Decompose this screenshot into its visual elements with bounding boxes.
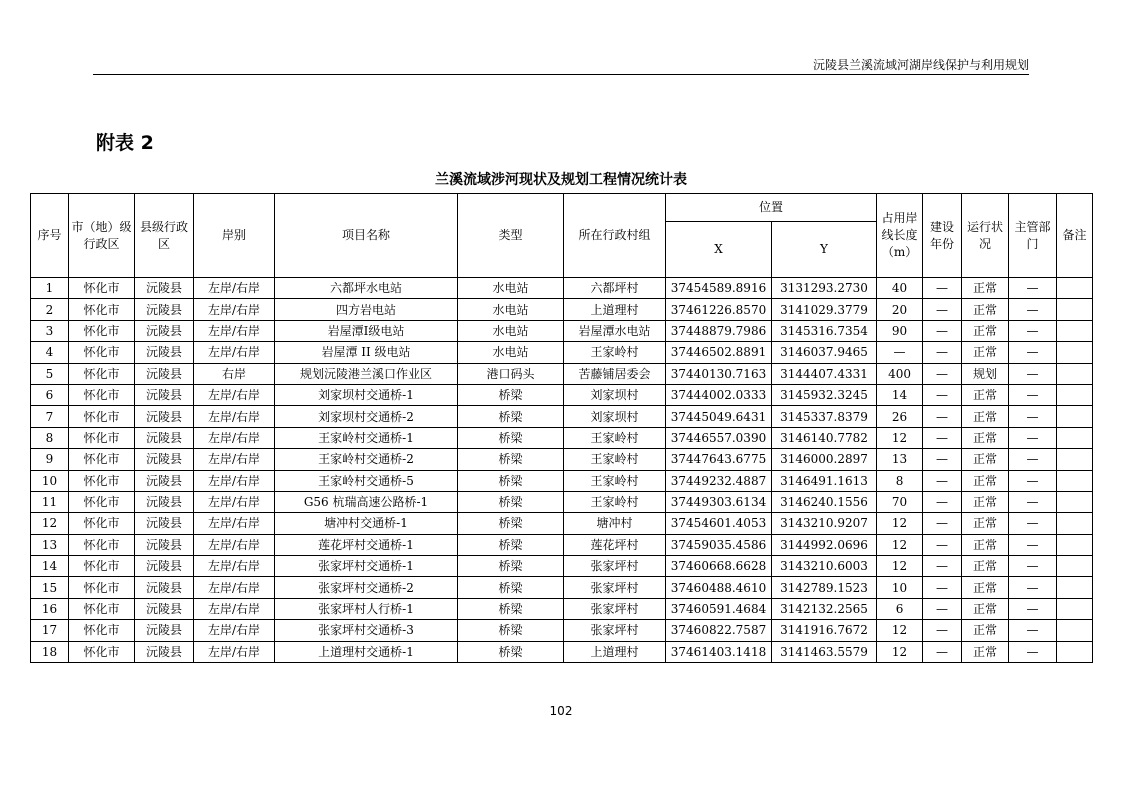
cell-y: 3141463.5579 [772, 641, 877, 662]
cell-remark [1057, 278, 1093, 299]
cell-seq: 14 [31, 556, 69, 577]
cell-y: 3145337.8379 [772, 406, 877, 427]
cell-type: 水电站 [458, 320, 564, 341]
cell-remark [1057, 491, 1093, 512]
cell-x: 37460668.6628 [666, 556, 772, 577]
table-row [31, 384, 1093, 405]
page-number: 102 [549, 704, 573, 718]
cell-dept: — [1009, 363, 1057, 384]
cell-county: 沅陵县 [135, 641, 194, 662]
cell-county: 沅陵县 [135, 427, 194, 448]
table-row [31, 598, 1093, 619]
col-header-x: X [666, 222, 772, 278]
cell-bank: 左岸/右岸 [194, 534, 275, 555]
cell-project: 王家岭村交通桥-2 [275, 449, 458, 470]
cell-remark [1057, 556, 1093, 577]
cell-year: — [923, 406, 962, 427]
cell-year: — [923, 278, 962, 299]
cell-remark [1057, 620, 1093, 641]
cell-type: 桥梁 [458, 620, 564, 641]
cell-city: 怀化市 [69, 384, 135, 405]
cell-seq: 13 [31, 534, 69, 555]
cell-city: 怀化市 [69, 556, 135, 577]
cell-type: 桥梁 [458, 641, 564, 662]
cell-status: 正常 [962, 299, 1009, 320]
cell-county: 沅陵县 [135, 299, 194, 320]
cell-seq: 18 [31, 641, 69, 662]
cell-dept: — [1009, 449, 1057, 470]
cell-year: — [923, 427, 962, 448]
cell-length: 10 [877, 577, 923, 598]
cell-type: 水电站 [458, 299, 564, 320]
cell-city: 怀化市 [69, 513, 135, 534]
cell-year: — [923, 299, 962, 320]
cell-remark [1057, 406, 1093, 427]
cell-remark [1057, 534, 1093, 555]
cell-dept: — [1009, 641, 1057, 662]
cell-remark [1057, 427, 1093, 448]
cell-village: 莲花坪村 [564, 534, 666, 555]
cell-y: 3131293.2730 [772, 278, 877, 299]
cell-village: 张家坪村 [564, 620, 666, 641]
cell-year: — [923, 320, 962, 341]
statistics-table [30, 193, 1093, 663]
col-header-project: 项目名称 [275, 194, 458, 278]
table-row [31, 577, 1093, 598]
cell-y: 3142789.1523 [772, 577, 877, 598]
cell-status: 正常 [962, 598, 1009, 619]
cell-year: — [923, 342, 962, 363]
cell-type: 港口码头 [458, 363, 564, 384]
cell-seq: 8 [31, 427, 69, 448]
cell-village: 王家岭村 [564, 342, 666, 363]
cell-x: 37449303.6134 [666, 491, 772, 512]
cell-status: 正常 [962, 556, 1009, 577]
cell-remark [1057, 598, 1093, 619]
table-row [31, 534, 1093, 555]
cell-x: 37459035.4586 [666, 534, 772, 555]
cell-dept: — [1009, 513, 1057, 534]
cell-status: 正常 [962, 470, 1009, 491]
cell-village: 上道理村 [564, 299, 666, 320]
table-row [31, 278, 1093, 299]
cell-project: 规划沅陵港兰溪口作业区 [275, 363, 458, 384]
cell-seq: 10 [31, 470, 69, 491]
cell-status: 正常 [962, 491, 1009, 512]
cell-status: 正常 [962, 534, 1009, 555]
col-header-year: 建设年份 [923, 194, 962, 278]
cell-dept: — [1009, 556, 1057, 577]
cell-dept: — [1009, 598, 1057, 619]
cell-remark [1057, 320, 1093, 341]
cell-bank: 左岸/右岸 [194, 470, 275, 491]
cell-city: 怀化市 [69, 534, 135, 555]
cell-type: 桥梁 [458, 513, 564, 534]
cell-remark [1057, 577, 1093, 598]
cell-project: 刘家坝村交通桥-1 [275, 384, 458, 405]
table-row [31, 449, 1093, 470]
cell-type: 桥梁 [458, 534, 564, 555]
cell-type: 桥梁 [458, 491, 564, 512]
cell-year: — [923, 491, 962, 512]
cell-length: 12 [877, 534, 923, 555]
cell-y: 3143210.9207 [772, 513, 877, 534]
cell-length: 12 [877, 427, 923, 448]
cell-seq: 12 [31, 513, 69, 534]
cell-y: 3144407.4331 [772, 363, 877, 384]
cell-length: 12 [877, 513, 923, 534]
cell-remark [1057, 363, 1093, 384]
cell-y: 3146240.1556 [772, 491, 877, 512]
cell-dept: — [1009, 534, 1057, 555]
cell-status: 正常 [962, 320, 1009, 341]
cell-x: 37446502.8891 [666, 342, 772, 363]
cell-x: 37440130.7163 [666, 363, 772, 384]
cell-project: 上道理村交通桥-1 [275, 641, 458, 662]
cell-status: 正常 [962, 449, 1009, 470]
cell-length: 12 [877, 620, 923, 641]
cell-status: 正常 [962, 342, 1009, 363]
table-row [31, 406, 1093, 427]
cell-seq: 15 [31, 577, 69, 598]
cell-village: 六都坪村 [564, 278, 666, 299]
cell-type: 桥梁 [458, 406, 564, 427]
cell-village: 上道理村 [564, 641, 666, 662]
col-header-seq: 序号 [31, 194, 69, 278]
cell-status: 正常 [962, 641, 1009, 662]
cell-type: 桥梁 [458, 598, 564, 619]
cell-project: 张家坪村人行桥-1 [275, 598, 458, 619]
cell-bank: 左岸/右岸 [194, 556, 275, 577]
cell-dept: — [1009, 384, 1057, 405]
cell-county: 沅陵县 [135, 320, 194, 341]
cell-y: 3146000.2897 [772, 449, 877, 470]
cell-bank: 左岸/右岸 [194, 384, 275, 405]
cell-y: 3146140.7782 [772, 427, 877, 448]
cell-village: 王家岭村 [564, 491, 666, 512]
cell-county: 沅陵县 [135, 620, 194, 641]
col-header-y: Y [772, 222, 877, 278]
cell-type: 水电站 [458, 342, 564, 363]
cell-project: 王家岭村交通桥-1 [275, 427, 458, 448]
cell-x: 37460591.4684 [666, 598, 772, 619]
col-header-remark: 备注 [1057, 194, 1093, 278]
cell-bank: 左岸/右岸 [194, 299, 275, 320]
cell-village: 塘冲村 [564, 513, 666, 534]
cell-remark [1057, 513, 1093, 534]
cell-county: 沅陵县 [135, 406, 194, 427]
cell-type: 桥梁 [458, 384, 564, 405]
cell-year: — [923, 598, 962, 619]
cell-status: 正常 [962, 577, 1009, 598]
cell-dept: — [1009, 470, 1057, 491]
cell-project: 刘家坝村交通桥-2 [275, 406, 458, 427]
cell-county: 沅陵县 [135, 513, 194, 534]
table-row [31, 320, 1093, 341]
header-divider [93, 74, 1029, 75]
cell-city: 怀化市 [69, 299, 135, 320]
cell-bank: 左岸/右岸 [194, 320, 275, 341]
cell-county: 沅陵县 [135, 556, 194, 577]
cell-project: 王家岭村交通桥-5 [275, 470, 458, 491]
cell-dept: — [1009, 406, 1057, 427]
cell-y: 3146491.1613 [772, 470, 877, 491]
cell-dept: — [1009, 620, 1057, 641]
cell-year: — [923, 641, 962, 662]
cell-village: 王家岭村 [564, 427, 666, 448]
cell-status: 正常 [962, 427, 1009, 448]
cell-project: 岩屋潭Ⅰ级电站 [275, 320, 458, 341]
appendix-label: 附表 2 [96, 132, 154, 154]
cell-project: 张家坪村交通桥-3 [275, 620, 458, 641]
cell-county: 沅陵县 [135, 491, 194, 512]
cell-remark [1057, 299, 1093, 320]
cell-y: 3142132.2565 [772, 598, 877, 619]
col-header-type: 类型 [458, 194, 564, 278]
cell-status: 正常 [962, 513, 1009, 534]
cell-county: 沅陵县 [135, 278, 194, 299]
cell-seq: 17 [31, 620, 69, 641]
cell-length: 26 [877, 406, 923, 427]
cell-city: 怀化市 [69, 342, 135, 363]
cell-seq: 1 [31, 278, 69, 299]
cell-dept: — [1009, 299, 1057, 320]
cell-x: 37461226.8570 [666, 299, 772, 320]
cell-seq: 11 [31, 491, 69, 512]
cell-city: 怀化市 [69, 577, 135, 598]
cell-bank: 左岸/右岸 [194, 641, 275, 662]
cell-y: 3145932.3245 [772, 384, 877, 405]
cell-length: — [877, 342, 923, 363]
col-header-dept: 主管部门 [1009, 194, 1057, 278]
table-row [31, 513, 1093, 534]
cell-project: 岩屋潭 II 级电站 [275, 342, 458, 363]
cell-dept: — [1009, 278, 1057, 299]
cell-length: 12 [877, 556, 923, 577]
cell-project: 塘冲村交通桥-1 [275, 513, 458, 534]
cell-bank: 左岸/右岸 [194, 491, 275, 512]
cell-year: — [923, 556, 962, 577]
cell-village: 张家坪村 [564, 577, 666, 598]
cell-seq: 9 [31, 449, 69, 470]
cell-remark [1057, 470, 1093, 491]
cell-status: 正常 [962, 384, 1009, 405]
cell-county: 沅陵县 [135, 449, 194, 470]
table-row [31, 342, 1093, 363]
cell-year: — [923, 363, 962, 384]
cell-length: 70 [877, 491, 923, 512]
cell-length: 12 [877, 641, 923, 662]
cell-city: 怀化市 [69, 406, 135, 427]
cell-project: 六都坪水电站 [275, 278, 458, 299]
cell-city: 怀化市 [69, 363, 135, 384]
cell-length: 400 [877, 363, 923, 384]
col-header-position: 位置 [666, 194, 877, 222]
cell-city: 怀化市 [69, 641, 135, 662]
cell-year: — [923, 449, 962, 470]
cell-bank: 左岸/右岸 [194, 449, 275, 470]
cell-county: 沅陵县 [135, 577, 194, 598]
col-header-length: 占用岸线长度（m） [877, 194, 923, 278]
cell-bank: 左岸/右岸 [194, 278, 275, 299]
cell-bank: 左岸/右岸 [194, 342, 275, 363]
cell-x: 37448879.7986 [666, 320, 772, 341]
cell-county: 沅陵县 [135, 384, 194, 405]
cell-bank: 左岸/右岸 [194, 598, 275, 619]
cell-bank: 左岸/右岸 [194, 513, 275, 534]
cell-county: 沅陵县 [135, 363, 194, 384]
table-title: 兰溪流域涉河现状及规划工程情况统计表 [435, 172, 687, 188]
cell-remark [1057, 384, 1093, 405]
cell-y: 3145316.7354 [772, 320, 877, 341]
cell-bank: 左岸/右岸 [194, 406, 275, 427]
cell-project: G56 杭瑞高速公路桥-1 [275, 491, 458, 512]
table-row [31, 427, 1093, 448]
cell-dept: — [1009, 342, 1057, 363]
table-row [31, 556, 1093, 577]
cell-year: — [923, 620, 962, 641]
cell-status: 正常 [962, 406, 1009, 427]
cell-year: — [923, 577, 962, 598]
cell-village: 苦藤铺居委会 [564, 363, 666, 384]
col-header-county: 县级行政区 [135, 194, 194, 278]
cell-bank: 左岸/右岸 [194, 577, 275, 598]
table-row [31, 470, 1093, 491]
col-header-village: 所在行政村组 [564, 194, 666, 278]
cell-length: 90 [877, 320, 923, 341]
cell-length: 13 [877, 449, 923, 470]
table-row [31, 363, 1093, 384]
cell-county: 沅陵县 [135, 534, 194, 555]
cell-remark [1057, 641, 1093, 662]
cell-status: 正常 [962, 278, 1009, 299]
cell-dept: — [1009, 491, 1057, 512]
cell-x: 37460822.7587 [666, 620, 772, 641]
cell-city: 怀化市 [69, 620, 135, 641]
cell-project: 张家坪村交通桥-2 [275, 577, 458, 598]
cell-project: 张家坪村交通桥-1 [275, 556, 458, 577]
document-header-title: 沅陵县兰溪流域河湖岸线保护与利用规划 [812, 58, 1029, 72]
cell-type: 桥梁 [458, 556, 564, 577]
cell-y: 3144992.0696 [772, 534, 877, 555]
cell-x: 37461403.1418 [666, 641, 772, 662]
cell-seq: 4 [31, 342, 69, 363]
cell-x: 37454589.8916 [666, 278, 772, 299]
cell-village: 岩屋潭水电站 [564, 320, 666, 341]
cell-x: 37446557.0390 [666, 427, 772, 448]
cell-county: 沅陵县 [135, 598, 194, 619]
cell-seq: 7 [31, 406, 69, 427]
cell-bank: 左岸/右岸 [194, 620, 275, 641]
cell-seq: 16 [31, 598, 69, 619]
cell-type: 水电站 [458, 278, 564, 299]
cell-y: 3143210.6003 [772, 556, 877, 577]
cell-x: 37449232.4887 [666, 470, 772, 491]
cell-year: — [923, 470, 962, 491]
table-row [31, 491, 1093, 512]
cell-length: 14 [877, 384, 923, 405]
cell-type: 桥梁 [458, 577, 564, 598]
cell-seq: 3 [31, 320, 69, 341]
cell-village: 刘家坝村 [564, 406, 666, 427]
cell-county: 沅陵县 [135, 342, 194, 363]
cell-city: 怀化市 [69, 320, 135, 341]
cell-length: 8 [877, 470, 923, 491]
cell-city: 怀化市 [69, 491, 135, 512]
cell-village: 刘家坝村 [564, 384, 666, 405]
cell-x: 37460488.4610 [666, 577, 772, 598]
cell-year: — [923, 513, 962, 534]
cell-remark [1057, 449, 1093, 470]
cell-dept: — [1009, 577, 1057, 598]
cell-y: 3141029.3779 [772, 299, 877, 320]
cell-length: 40 [877, 278, 923, 299]
cell-y: 3141916.7672 [772, 620, 877, 641]
cell-remark [1057, 342, 1093, 363]
cell-x: 37447643.6775 [666, 449, 772, 470]
cell-city: 怀化市 [69, 598, 135, 619]
cell-county: 沅陵县 [135, 470, 194, 491]
cell-project: 四方岩电站 [275, 299, 458, 320]
cell-bank: 右岸 [194, 363, 275, 384]
table-row [31, 641, 1093, 662]
cell-dept: — [1009, 320, 1057, 341]
cell-x: 37454601.4053 [666, 513, 772, 534]
cell-x: 37445049.6431 [666, 406, 772, 427]
cell-village: 张家坪村 [564, 598, 666, 619]
col-header-bank: 岸别 [194, 194, 275, 278]
cell-dept: — [1009, 427, 1057, 448]
table-row [31, 620, 1093, 641]
cell-x: 37444002.0333 [666, 384, 772, 405]
cell-bank: 左岸/右岸 [194, 427, 275, 448]
cell-city: 怀化市 [69, 470, 135, 491]
cell-city: 怀化市 [69, 449, 135, 470]
cell-village: 张家坪村 [564, 556, 666, 577]
cell-seq: 5 [31, 363, 69, 384]
cell-status: 规划 [962, 363, 1009, 384]
cell-status: 正常 [962, 620, 1009, 641]
col-header-city: 市（地）级行政区 [69, 194, 135, 278]
cell-y: 3146037.9465 [772, 342, 877, 363]
cell-project: 莲花坪村交通桥-1 [275, 534, 458, 555]
cell-village: 王家岭村 [564, 470, 666, 491]
cell-year: — [923, 384, 962, 405]
cell-year: — [923, 534, 962, 555]
cell-length: 6 [877, 598, 923, 619]
cell-seq: 6 [31, 384, 69, 405]
cell-village: 王家岭村 [564, 449, 666, 470]
cell-type: 桥梁 [458, 470, 564, 491]
table-row [31, 299, 1093, 320]
cell-city: 怀化市 [69, 427, 135, 448]
cell-city: 怀化市 [69, 278, 135, 299]
cell-seq: 2 [31, 299, 69, 320]
col-header-status: 运行状况 [962, 194, 1009, 278]
cell-length: 20 [877, 299, 923, 320]
cell-type: 桥梁 [458, 449, 564, 470]
cell-type: 桥梁 [458, 427, 564, 448]
